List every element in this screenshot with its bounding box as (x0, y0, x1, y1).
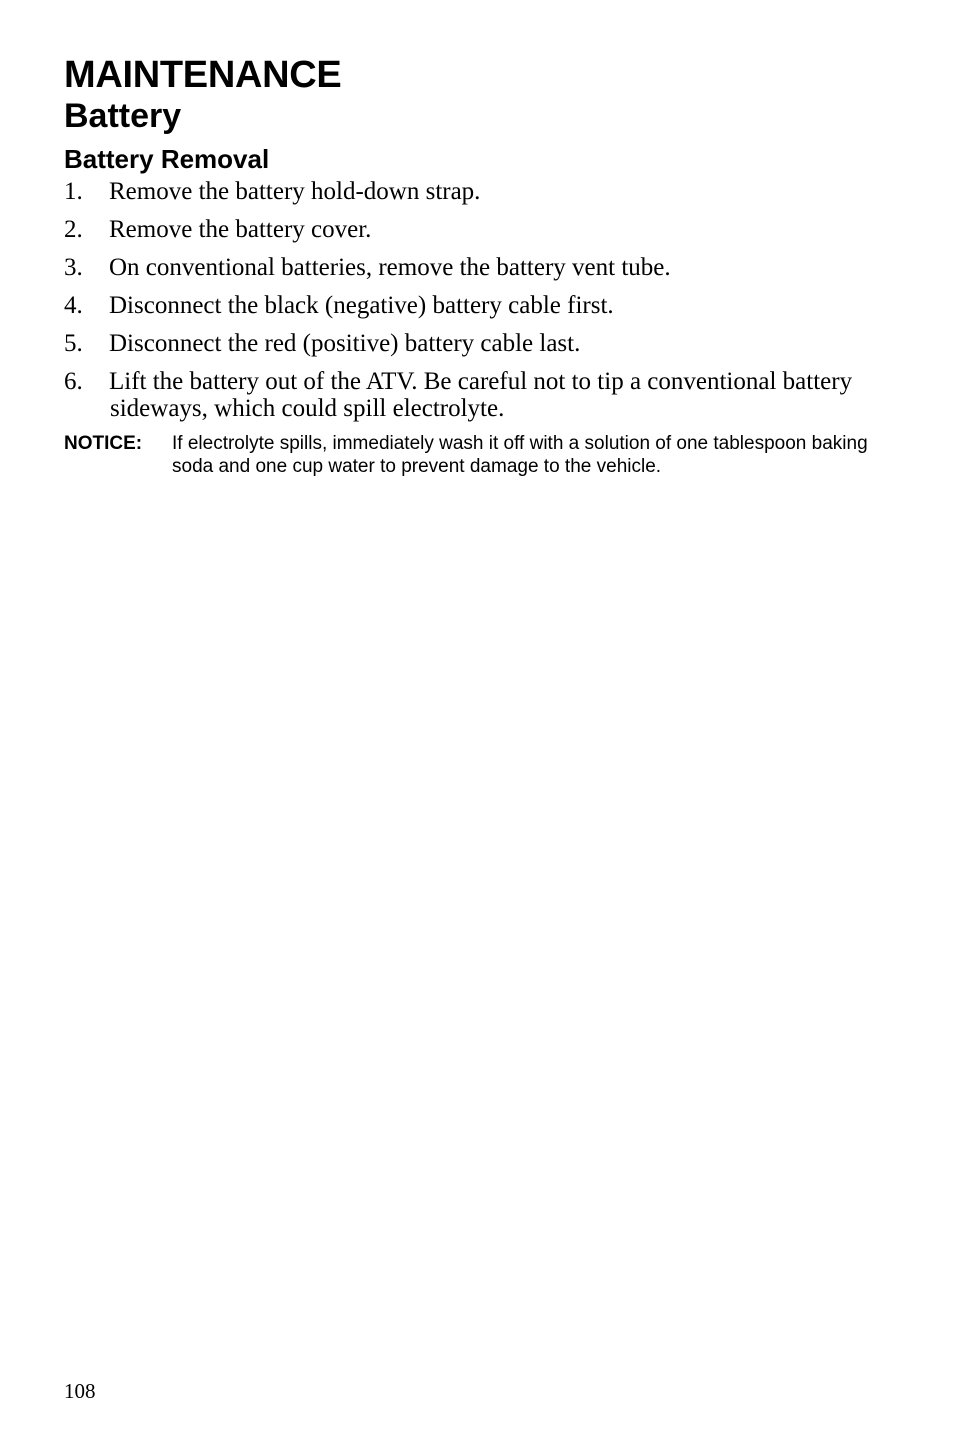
step-text: On conventional batteries, remove the battery vent tube. (109, 254, 671, 281)
list-item (64, 254, 884, 281)
step-text: Disconnect the black (negative) battery cable first. (109, 292, 614, 319)
subsection-heading: Battery Removal (64, 144, 270, 174)
step-number: 4. (64, 292, 83, 319)
list-item (64, 216, 884, 243)
section-title: MAINTENANCE (64, 54, 342, 96)
list-item (64, 178, 884, 205)
step-text: Remove the battery cover. (109, 216, 372, 243)
step-text: Disconnect the red (positive) battery cable last. (109, 330, 581, 357)
step-number: 1. (64, 178, 83, 205)
step-number: 6. (64, 368, 83, 395)
topic-title: Battery (64, 97, 182, 135)
step-number: 5. (64, 330, 83, 357)
notice-box (64, 432, 884, 478)
step-number: 2. (64, 216, 83, 243)
notice-label: NOTICE: (64, 433, 143, 454)
step-number: 3. (64, 254, 83, 281)
removal-steps-list (64, 178, 884, 422)
page-number: 108 (64, 1379, 96, 1403)
notice-text: If electrolyte spills, immediately wash it off with a solution of one tablespoon baking soda and one cup water to prevent damage to the vehicle. (172, 433, 868, 477)
step-text: Remove the battery hold-down strap. (109, 178, 481, 205)
list-item (64, 330, 884, 357)
list-item (64, 292, 884, 319)
list-item (64, 368, 884, 422)
step-text: Lift the battery out of the ATV. Be careful not to tip a conventional battery sideways, which could spill electrolyte. (109, 368, 853, 422)
page-content (64, 54, 884, 478)
